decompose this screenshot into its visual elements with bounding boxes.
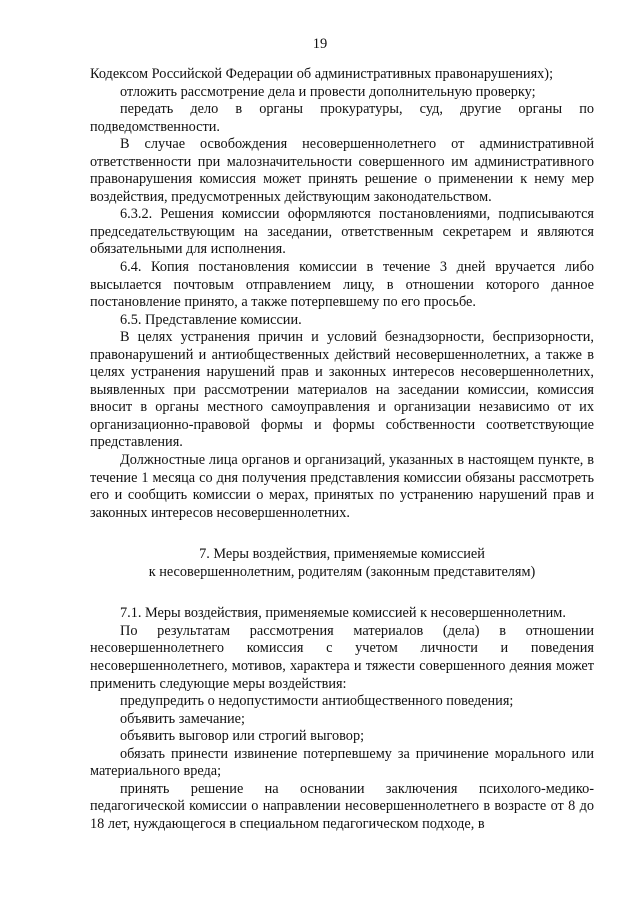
- paragraphs-after: [90, 605, 594, 833]
- paragraph: отложить рассмотрение дела и провести дополнительную проверку;: [120, 83, 536, 100]
- paragraph: Должностные лица органов и организаций, указанных в настоящем пункте, в течение 1 месяца со дня получения представления комиссии обязаны рассмотреть его и сообщить комиссии о мерах, принятых по устранению нарушений прав и законных интересов несовершеннолетних.: [90, 452, 594, 521]
- paragraph: 6.3.2. Решения комиссии оформляются постановлениями, подписываются председательствующим на заседании, ответственным секретарем и являются обязательными для исполнения.: [90, 206, 594, 258]
- paragraph: В целях устранения причин и условий безнадзорности, беспризорности, правонарушений и антиобщественных действий несовершеннолетних, а также в целях устранения нарушений прав и законных интересов несовершеннолетних, выявленных при рассмотрении материалов на заседании комиссии, комиссия вносит в органы местного самоуправления и организации независимо от их организационно-правовой формы и формы собственности соответствующие представления.: [90, 329, 594, 451]
- page-number: 19: [312, 36, 328, 52]
- paragraph: предупредить о недопустимости антиобщественного поведения;: [120, 693, 514, 710]
- section-heading-line-2: к несовершеннолетним, родителям (законным представителям): [148, 563, 536, 580]
- paragraph: Кодексом Российской Федерации об административных правонарушениях);: [90, 66, 554, 82]
- paragraph: обязать принести извинение потерпевшему за причинение морального или материального вреда;: [90, 745, 594, 780]
- paragraph: принять решение на основании заключения психолого-медико-педагогической комиссии о направлении несовершеннолетнего в возрасте от 8 до 18 лет, нуждающегося в специальном педагогическом подходе, в: [90, 780, 594, 832]
- paragraph: 7.1. Меры воздействия, применяемые комиссией к несовершеннолетним.: [120, 605, 566, 622]
- paragraph: объявить выговор или строгий выговор;: [120, 728, 365, 745]
- paragraphs-before: [90, 66, 594, 522]
- paragraph: объявить замечание;: [120, 710, 245, 727]
- section-heading: [90, 546, 594, 581]
- paragraph: В случае освобождения несовершеннолетнего от административной ответственности при малозначительности совершенного им административного правонарушения комиссия может принять решение о применении к нему мер воздействия, предусмотренных действующим законодательством.: [90, 136, 594, 205]
- paragraph: передать дело в органы прокуратуры, суд, другие органы по подведомственности.: [90, 101, 594, 135]
- paragraph: 6.5. Представление комиссии.: [120, 311, 302, 328]
- paragraph: По результатам рассмотрения материалов (дела) в отношении несовершеннолетнего комиссия с учетом личности и поведения несовершеннолетнего, мотивов, характера и тяжести совершенного деяния может применить следующие меры воздействия:: [90, 622, 594, 692]
- section-heading-line-1: 7. Меры воздействия, применяемые комиссией: [199, 546, 485, 563]
- paragraph: 6.4. Копия постановления комиссии в течение 3 дней вручается либо высылается почтовым отправлением лицу, в отношении которого данное постановление принято, а также потерпевшему по его просьбе.: [90, 259, 594, 311]
- document-body: [90, 66, 594, 833]
